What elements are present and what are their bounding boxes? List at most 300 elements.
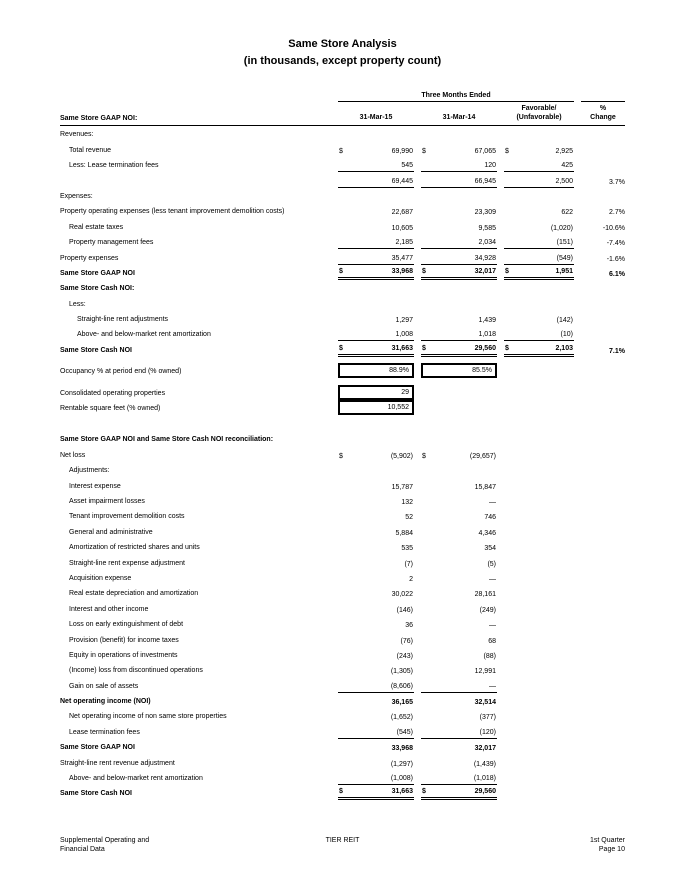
amount-cell (421, 209, 497, 218)
dollar-sign: $ (422, 147, 426, 155)
amount-value: (249) (479, 606, 496, 614)
dollar-sign: $ (339, 788, 343, 796)
amount-value: 31,663 (391, 344, 413, 352)
table-row (60, 295, 625, 310)
amount-value: 2,103 (555, 344, 573, 352)
empty-pct-cell (581, 629, 625, 631)
page-title (60, 36, 625, 70)
row-label: Equity in operations of investments (69, 651, 178, 659)
empty-cell (504, 675, 574, 677)
empty-cell (504, 768, 574, 770)
empty-pct-cell (581, 521, 625, 523)
amount-value: 622 (561, 209, 573, 217)
empty-pct-cell (581, 413, 625, 415)
footer-left-line-2: Financial Data (60, 846, 105, 853)
amount-cell (421, 225, 497, 234)
amount-cell (338, 385, 414, 400)
table-row (60, 523, 625, 538)
pct-change-cell: 7.1% (609, 347, 625, 355)
amount-value: 4,346 (478, 529, 496, 537)
empty-pct-cell (581, 491, 625, 493)
amount-value: (146) (396, 606, 413, 614)
amount-cell (338, 162, 414, 172)
table-row (60, 341, 625, 356)
amount-value: 425 (561, 162, 573, 170)
amount-cell (421, 729, 497, 739)
empty-cell (338, 139, 414, 141)
amount-value: 29,560 (474, 344, 496, 352)
amount-cell (421, 561, 497, 570)
table-row (60, 554, 625, 569)
pct-change-cell: 6.1% (609, 270, 625, 278)
row-label: Straight-line rent revenue adjustment (60, 759, 175, 767)
row-label: Real estate taxes (69, 223, 124, 231)
empty-pct-cell (581, 721, 625, 723)
empty-cell (504, 598, 574, 600)
empty-cell (504, 660, 574, 662)
amount-cell (421, 363, 497, 378)
empty-cell (504, 783, 574, 785)
amount-value: (120) (479, 728, 496, 736)
dollar-sign: $ (422, 452, 426, 460)
empty-cell (504, 629, 574, 631)
amount-cell (421, 622, 497, 631)
page-footer (60, 836, 625, 854)
amount-cell (504, 345, 574, 357)
amount-cell (421, 178, 497, 188)
amount-cell (338, 714, 414, 723)
empty-pct-cell (581, 460, 625, 462)
empty-pct-cell (581, 583, 625, 585)
table-row (60, 693, 625, 708)
empty-cell (421, 201, 497, 203)
amount-value: (29,657) (469, 452, 496, 460)
table-row (60, 723, 625, 738)
table-row (60, 400, 625, 415)
empty-pct-cell (581, 506, 625, 508)
amount-cell (421, 714, 497, 723)
dollar-sign: $ (339, 147, 343, 155)
table-row (60, 508, 625, 523)
empty-cell (504, 798, 574, 800)
row-label: Amortization of restricted shares and units (69, 544, 200, 552)
amount-value: 36 (405, 622, 413, 630)
amount-cell (338, 638, 414, 647)
amount-cell (421, 653, 497, 662)
footer-left (60, 836, 248, 854)
pct-change-cell: -10.6% (602, 224, 625, 232)
amount-cell (338, 268, 414, 280)
empty-pct-cell (581, 170, 625, 172)
row-label: Tenant improvement demolition costs (69, 513, 185, 521)
dollar-sign: $ (505, 147, 509, 155)
empty-pct-cell (581, 798, 625, 800)
row-label: Same Store GAAP NOI and Same Store Cash NOI reconciliation: (60, 436, 274, 444)
amount-value: — (489, 498, 496, 506)
table-row (60, 157, 625, 172)
amount-value: (1,297) (390, 760, 413, 768)
empty-cell (421, 444, 497, 446)
amount-value: 32,017 (474, 267, 496, 275)
row-label: Same Store Cash NOI: (60, 285, 135, 293)
empty-cell (421, 413, 497, 415)
row-label: Provision (benefit) for income taxes (69, 636, 179, 644)
amount-cell (338, 775, 414, 785)
amount-value: (1,652) (390, 714, 413, 722)
amount-cell (421, 148, 497, 157)
table-row (60, 662, 625, 677)
amount-cell (421, 683, 497, 693)
amount-value: 32,514 (474, 699, 496, 707)
row-label: Same Store Cash NOI (60, 346, 132, 354)
dollar-sign: $ (422, 788, 426, 796)
amount-value: 31,663 (391, 788, 413, 796)
amount-cell (421, 775, 497, 785)
column-header-favorable-unfavorable: Favorable/ (Unfavorable) (516, 105, 562, 121)
amount-value: (545) (396, 728, 413, 736)
empty-cell (421, 309, 497, 311)
row-label: Net loss (60, 451, 86, 459)
table-row (60, 446, 625, 461)
table-row (60, 462, 625, 477)
amount-cell (421, 162, 497, 172)
amount-value: 69,990 (391, 147, 413, 155)
table-row (60, 739, 625, 754)
amount-value: 5,884 (395, 529, 413, 537)
empty-pct-cell (581, 201, 625, 203)
amount-cell (504, 225, 574, 234)
empty-cell (338, 309, 414, 311)
row-label: Adjustments: (69, 467, 110, 475)
amount-value: 33,968 (391, 745, 413, 753)
empty-cell (504, 645, 574, 647)
empty-pct-cell (581, 768, 625, 770)
amount-cell (338, 761, 414, 770)
empty-pct-cell (581, 645, 625, 647)
amount-cell (338, 591, 414, 600)
amount-value: (7) (404, 560, 413, 568)
row-label: Property management fees (69, 239, 154, 247)
amount-cell (338, 576, 414, 585)
table-row (60, 585, 625, 600)
amount-value: 33,968 (391, 267, 413, 275)
empty-cell (504, 491, 574, 493)
amount-value: 88.9% (389, 367, 409, 375)
amount-value: 35,477 (391, 254, 413, 262)
empty-cell (421, 139, 497, 141)
empty-pct-cell (581, 475, 625, 477)
title-line-1: Same Store Analysis (288, 38, 397, 50)
amount-value: 34,928 (474, 254, 496, 262)
empty-cell (504, 201, 574, 203)
row-label: Less: Lease termination fees (69, 162, 159, 170)
row-label: Property expenses (60, 254, 119, 262)
amount-cell (338, 530, 414, 539)
empty-cell (504, 309, 574, 311)
amount-cell (338, 209, 414, 218)
dollar-sign: $ (339, 452, 343, 460)
row-label: Interest and other income (69, 605, 149, 613)
amount-cell (338, 255, 414, 265)
amount-value: 15,847 (474, 483, 496, 491)
amount-cell (504, 331, 574, 341)
row-label: Net operating income of non same store properties (69, 713, 227, 721)
amount-cell (421, 530, 497, 539)
amount-value: 2,925 (555, 147, 573, 155)
empty-pct-cell (581, 783, 625, 785)
row-label: Real estate depreciation and amortization (69, 590, 199, 598)
header-row-label: Same Store GAAP NOI: (60, 115, 138, 122)
table-row (60, 785, 625, 800)
amount-value: 545 (401, 162, 413, 170)
table-row (60, 570, 625, 585)
row-label: Property operating expenses (less tenant improvement demolition costs) (60, 208, 285, 216)
amount-cell (338, 363, 414, 378)
amount-cell (338, 453, 414, 462)
amount-value: 66,945 (474, 177, 496, 185)
amount-cell (338, 225, 414, 234)
amount-cell (504, 317, 574, 326)
empty-cell (421, 398, 497, 400)
amount-value: — (489, 622, 496, 630)
amount-cell (421, 591, 497, 600)
empty-cell (421, 293, 497, 295)
row-label: Above- and below-market rent amortization (69, 775, 203, 783)
table-row (60, 708, 625, 723)
amount-cell (421, 331, 497, 341)
row-label (60, 186, 338, 188)
empty-pct-cell (581, 339, 625, 341)
amount-value: (243) (396, 652, 413, 660)
dollar-sign: $ (505, 344, 509, 352)
empty-pct-cell (581, 660, 625, 662)
amount-cell (338, 331, 414, 341)
amount-value: (1,020) (550, 224, 573, 232)
amount-cell (338, 745, 414, 754)
empty-cell (338, 444, 414, 446)
amount-value: 68 (488, 637, 496, 645)
pct-change-cell: 3.7% (609, 178, 625, 186)
empty-pct-cell (581, 537, 625, 539)
row-label: Straight-line rent expense adjustment (69, 559, 185, 567)
table-row (60, 384, 625, 399)
amount-cell (421, 317, 497, 326)
amount-cell (338, 788, 414, 800)
amount-value: 23,309 (474, 209, 496, 217)
table-row (60, 141, 625, 156)
table-row (60, 172, 625, 187)
amount-value: 52 (405, 514, 413, 522)
amount-cell (338, 622, 414, 631)
amount-value: (549) (556, 254, 573, 262)
table-row (60, 431, 625, 446)
empty-cell (338, 201, 414, 203)
amount-value: 1,297 (395, 317, 413, 325)
empty-cell (421, 475, 497, 477)
empty-pct-cell (581, 324, 625, 326)
amount-value: 10,552 (387, 404, 409, 412)
span-header-row (60, 92, 625, 102)
empty-pct-cell (581, 309, 625, 311)
pct-change-cell: 2.7% (609, 209, 625, 217)
amount-cell (338, 683, 414, 693)
amount-cell (421, 255, 497, 265)
empty-pct-cell (581, 398, 625, 400)
footer-right (437, 836, 625, 854)
table-row (60, 311, 625, 326)
amount-cell (421, 268, 497, 280)
empty-cell (504, 475, 574, 477)
empty-pct-cell (581, 444, 625, 446)
amount-cell (421, 545, 497, 554)
amount-cell (338, 545, 414, 554)
amount-cell (338, 607, 414, 616)
amount-value: 1,951 (555, 267, 573, 275)
column-header-31-mar-15: 31-Mar-15 (359, 114, 393, 121)
amount-value: 2,500 (555, 177, 573, 185)
amount-value: (1,305) (390, 668, 413, 676)
table-row (60, 234, 625, 249)
row-label: Same Store GAAP NOI (60, 269, 135, 277)
empty-cell (504, 376, 574, 378)
empty-cell (504, 721, 574, 723)
amount-cell (338, 178, 414, 188)
amount-value: 2,034 (478, 239, 496, 247)
amount-value: (1,018) (473, 775, 496, 783)
amount-value: (142) (556, 317, 573, 325)
table-row (60, 218, 625, 233)
table-row (60, 677, 625, 692)
table-row (60, 249, 625, 264)
amount-value: 1,439 (478, 317, 496, 325)
table-row (60, 477, 625, 492)
amount-cell (421, 607, 497, 616)
amount-cell (338, 345, 414, 357)
table-row (60, 600, 625, 615)
empty-cell (338, 293, 414, 295)
empty-pct-cell (581, 598, 625, 600)
amount-cell (421, 514, 497, 523)
table-row (60, 265, 625, 280)
amount-cell (338, 239, 414, 249)
row-label: Rentable square feet (% owned) (60, 405, 161, 413)
amount-value: (10) (560, 331, 573, 339)
amount-cell (421, 453, 497, 462)
table-row (60, 126, 625, 141)
table-row (60, 493, 625, 508)
amount-cell (504, 268, 574, 280)
pct-change-cell: -1.6% (606, 255, 625, 263)
empty-pct-cell (581, 376, 625, 378)
empty-pct-cell (581, 139, 625, 141)
row-label: Occupancy % at period end (% owned) (60, 368, 182, 376)
empty-cell (504, 293, 574, 295)
amount-value: (377) (479, 714, 496, 722)
amount-cell (338, 514, 414, 523)
amount-value: 535 (401, 545, 413, 553)
row-label: General and administrative (69, 528, 153, 536)
empty-cell (504, 691, 574, 693)
amount-value: (76) (400, 637, 413, 645)
row-label: Loss on early extinguishment of debt (69, 621, 184, 629)
amount-value: (5) (487, 560, 496, 568)
row-label: Asset impairment losses (69, 497, 145, 505)
amount-cell (338, 484, 414, 493)
row-label: Acquisition expense (69, 574, 132, 582)
column-header-row (60, 102, 625, 126)
dollar-sign: $ (505, 267, 509, 275)
table-row (60, 647, 625, 662)
footer-right-line-2: Page 10 (598, 846, 625, 853)
dollar-sign: $ (339, 344, 343, 352)
amount-value: — (489, 682, 496, 690)
amount-value: 69,445 (391, 177, 413, 185)
row-label: Revenues: (60, 131, 94, 139)
table-row (60, 616, 625, 631)
amount-value: 32,017 (474, 745, 496, 753)
empty-pct-cell (581, 691, 625, 693)
table-body (60, 126, 625, 800)
amount-value: 2,185 (395, 239, 413, 247)
empty-cell (504, 568, 574, 570)
table-row (60, 280, 625, 295)
amount-value: 36,165 (391, 699, 413, 707)
amount-cell (338, 729, 414, 739)
amount-cell (338, 561, 414, 570)
amount-cell (421, 345, 497, 357)
amount-cell (421, 761, 497, 770)
amount-value: 1,018 (478, 331, 496, 339)
empty-cell (504, 614, 574, 616)
amount-value: 132 (401, 498, 413, 506)
amount-cell (338, 148, 414, 157)
amount-cell (338, 668, 414, 677)
empty-cell (504, 506, 574, 508)
row-label: Gain on sale of assets (69, 682, 139, 690)
row-label: (Income) loss from discontinued operations (69, 667, 203, 675)
amount-value: 30,022 (391, 591, 413, 599)
amount-cell (338, 699, 414, 708)
row-label: Less: (69, 300, 86, 308)
empty-cell (504, 552, 574, 554)
table-row (60, 770, 625, 785)
amount-value: 2 (409, 575, 413, 583)
table-row (60, 539, 625, 554)
amount-value: (1,008) (390, 775, 413, 783)
amount-value: (151) (556, 239, 573, 247)
empty-cell (504, 583, 574, 585)
pct-change-header-rule (581, 92, 625, 102)
empty-pct-cell (581, 155, 625, 157)
empty-cell (504, 706, 574, 708)
empty-cell (504, 139, 574, 141)
empty-pct-cell (581, 752, 625, 754)
amount-value: 12,991 (474, 668, 496, 676)
amount-value: 67,065 (474, 147, 496, 155)
span-header-three-months-ended: Three Months Ended (338, 92, 574, 102)
row-label: Consolidated operating properties (60, 389, 166, 397)
title-line-2: (in thousands, except property count) (243, 55, 442, 67)
amount-cell (421, 499, 497, 508)
amount-cell (421, 745, 497, 754)
amount-value: 746 (484, 514, 496, 522)
amount-cell (504, 209, 574, 218)
dollar-sign: $ (422, 344, 426, 352)
dollar-sign: $ (422, 267, 426, 275)
amount-cell (421, 788, 497, 800)
table-row (60, 326, 625, 341)
pct-change-cell: -7.4% (606, 240, 625, 248)
